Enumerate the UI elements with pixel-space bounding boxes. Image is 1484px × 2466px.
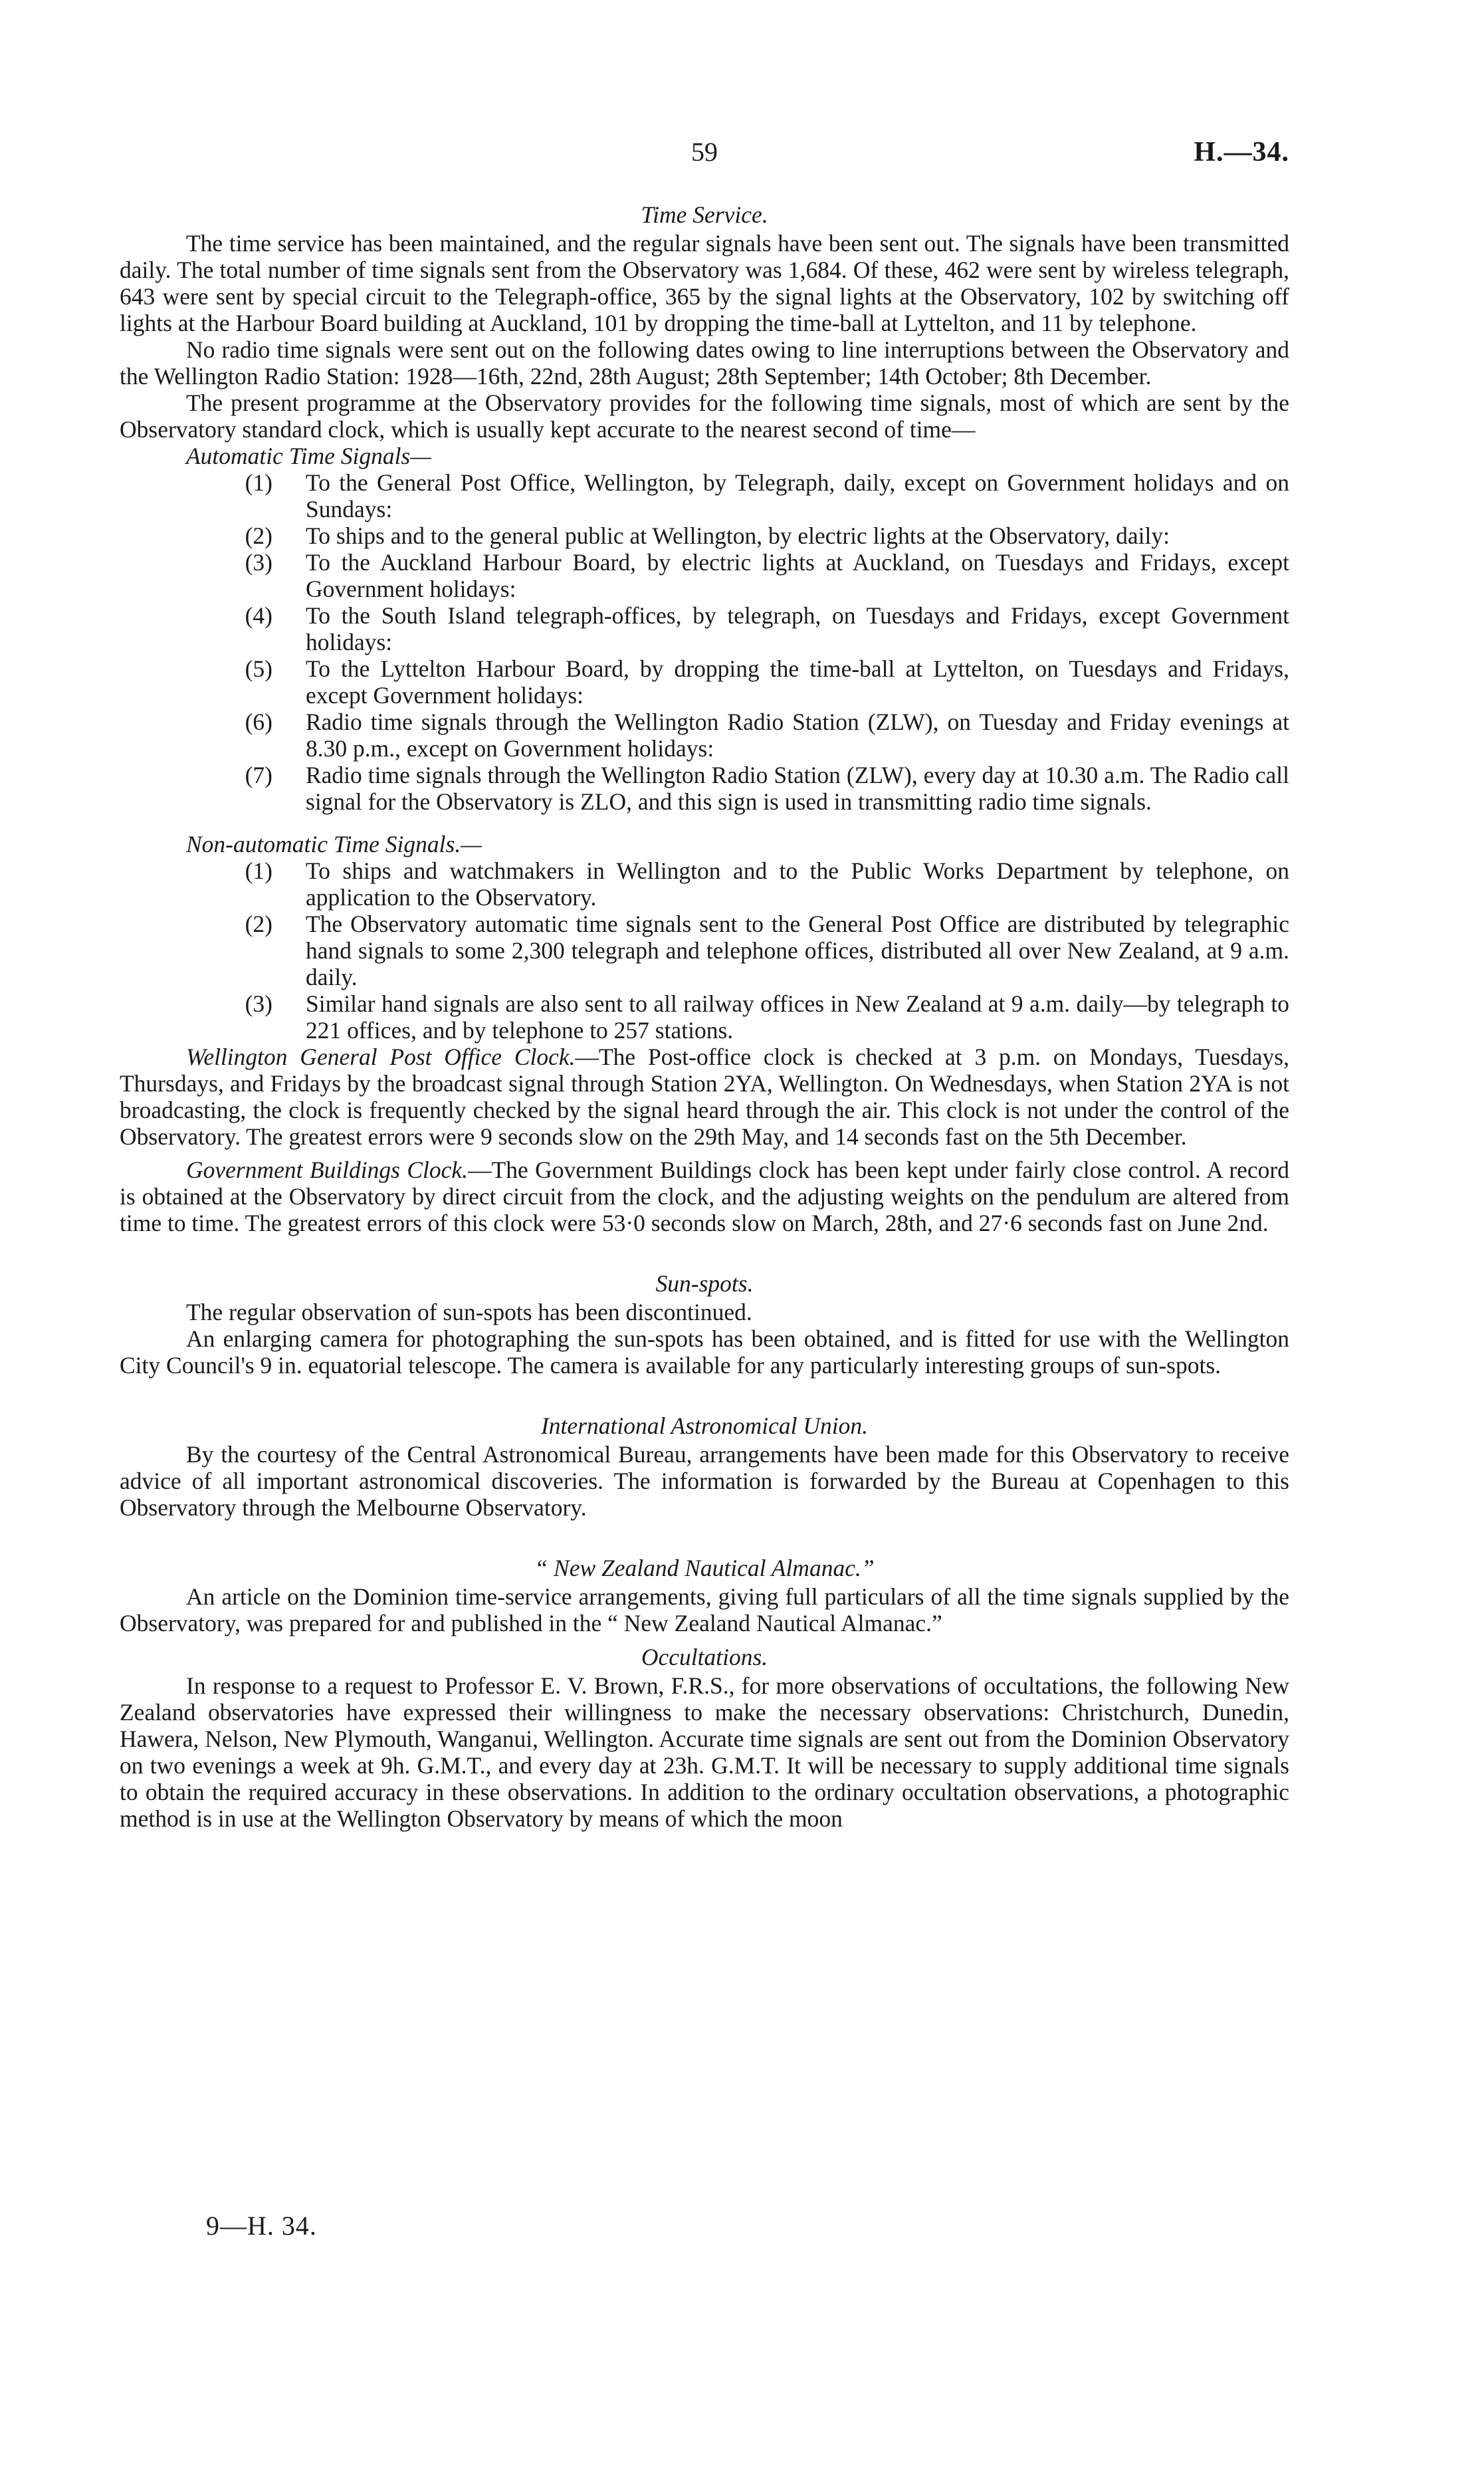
paragraph: The regular observation of sun-spots has been discontinued. (186, 1299, 752, 1325)
section-title-almanac: “ New Zealand Nautical Almanac.” (534, 1555, 875, 1581)
item-text: To the Lyttelton Harbour Board, by dropping the time-ball at Lyttelton, on Tuesdays and Fridays, except Government holidays: (306, 655, 1289, 709)
list-item (120, 655, 1289, 709)
item-number: (1) (245, 469, 272, 496)
item-text: To the Auckland Harbour Board, by electric lights at Auckland, on Tuesdays and Fridays, except Government holidays: (306, 549, 1289, 602)
item-text: To the General Post Office, Wellington, by Telegraph, daily, except on Government holidays and on Sundays: (306, 469, 1289, 522)
gov-clock-lead: Government Buildings Clock. (186, 1157, 469, 1183)
item-text: Similar hand signals are also sent to all railway offices in New Zealand at 9 a.m. daily—by telegraph to 221 offices, and by telephone to 257 stations. (306, 990, 1289, 1044)
paragraph: By the courtesy of the Central Astronomical Bureau, arrangements have been made for this Observatory to receive advice of all important astronomical discoveries. The information is forwarded by the Bureau at Copenhagen to this Observatory through the Melbourne Observatory. (120, 1441, 1289, 1521)
paragraph: The time service has been maintained, and the regular signals have been sent out. The signals have been transmitted daily. The total number of time signals sent from the Observatory was 1,684. Of these, 462 were sent by wireless telegraph, 643 were sent by special circuit to the Telegraph-office, 365 by the signal lights at the Observatory, 102 by switching off lights at the Harbour Board building at Auckland, 101 by dropping the time-ball at Lyttelton, and 11 by telephone. (120, 230, 1289, 336)
list-item (120, 990, 1289, 1044)
automatic-signals-heading: Automatic Time Signals— (186, 443, 431, 469)
item-text: The Observatory automatic time signals sent to the General Post Office are distributed by telegraphic hand signals to some 2,300 telegraph and telephone offices, distributed all over New Zealand, at 9 a.m. daily. (306, 911, 1289, 990)
item-text: Radio time signals through the Wellington Radio Station (ZLW), every day at 10.30 a.m. The Radio call signal for the Observatory is ZLO, and this sign is used in transmitting radio time signals. (306, 762, 1289, 815)
item-number: (4) (245, 602, 272, 629)
list-item (120, 762, 1289, 815)
document-reference: H.—34. (1194, 137, 1289, 168)
list-item (120, 602, 1289, 655)
list-item (120, 857, 1289, 911)
section-title-occultations: Occultations. (641, 1644, 768, 1670)
item-text: To ships and watchmakers in Wellington and to the Public Works Department by telephone, on application to the Observatory. (306, 857, 1289, 911)
page-content (120, 199, 1289, 1832)
paragraph: An article on the Dominion time-service arrangements, giving full particulars of all the time signals supplied by the Observatory, was prepared for and published in the “ New Zealand Nautical Almanac.” (120, 1583, 1289, 1636)
page-number: 59 (691, 137, 718, 167)
paragraph: An enlarging camera for photographing the sun-spots has been obtained, and is fitted for use with the Wellington City Council's 9 in. equatorial telescope. The camera is available for any particularly interesting groups of sun-spots. (120, 1325, 1289, 1379)
item-number: (3) (245, 990, 272, 1017)
paragraph: No radio time signals were sent out on the following dates owing to line interruptions between the Observatory and the Wellington Radio Station: 1928—16th, 22nd, 28th August; 28th September; 14th October; 8th December. (120, 336, 1289, 390)
item-number: (6) (245, 709, 272, 735)
item-number: (2) (245, 522, 272, 549)
page-footer-signature: 9—H. 34. (206, 2211, 317, 2241)
gov-clock-paragraph (120, 1157, 1289, 1236)
automatic-signals-list (120, 469, 1289, 815)
gpo-clock-lead: Wellington General Post Office Clock. (186, 1044, 576, 1070)
list-item (120, 469, 1289, 522)
gpo-clock-paragraph (120, 1044, 1289, 1150)
paragraph: In response to a request to Professor E. V. Brown, F.R.S., for more observations of occultations, the following New Zealand observatories have expressed their willingness to make the necessary observations: Christchurch, Dunedin, Hawera, Nelson, New Plymouth, Wanganui, Wellington. Accurate time signals are sent out from the Dominion Observatory on two evenings a week at 9h. G.M.T., and every day at 23h. G.M.T. It will be necessary to supply additional time signals to obtain the required accuracy in these observations. In addition to the ordinary occultation observations, a photographic method is in use at the Wellington Observatory by means of which the moon (120, 1672, 1289, 1832)
section-title-time-service: Time Service. (641, 201, 768, 228)
paragraph: The present programme at the Observatory provides for the following time signals, most of which are sent by the Observatory standard clock, which is usually kept accurate to the nearest second of time— (120, 390, 1289, 443)
list-item (120, 709, 1289, 762)
list-item (120, 549, 1289, 602)
item-number: (2) (245, 911, 272, 937)
item-number: (5) (245, 655, 272, 682)
item-text: Radio time signals through the Wellington Radio Station (ZLW), on Tuesday and Friday evenings at 8.30 p.m., except on Government holidays: (306, 709, 1289, 762)
item-number: (1) (245, 857, 272, 884)
list-item (120, 522, 1289, 549)
item-text: To ships and to the general public at Wellington, by electric lights at the Observatory, daily: (306, 522, 1170, 549)
item-text: To the South Island telegraph-offices, by telegraph, on Tuesdays and Fridays, except Government holidays: (306, 602, 1289, 655)
item-number: (3) (245, 549, 272, 576)
page-header (120, 136, 1289, 176)
non-automatic-signals-heading: Non-automatic Time Signals.— (186, 831, 482, 857)
section-title-iau: International Astronomical Union. (540, 1412, 869, 1439)
gpo-clock-text: —The Post-office clock is checked at 3 p.m. on Mondays, Tuesdays, Thursdays, and Fridays by the broadcast signal through Station 2YA, Wellington. On Wednesdays, when Station 2YA is not broadcasting, the clock is frequently checked by the signal heard through the air. This clock is not under the control of the Observatory. The greatest errors were 9 seconds slow on the 29th May, and 14 seconds fast on the 5th December. (120, 1044, 1289, 1150)
list-item (120, 911, 1289, 990)
item-number: (7) (245, 762, 272, 788)
section-title-sun-spots: Sun-spots. (655, 1270, 754, 1297)
gov-clock-text: —The Government Buildings clock has been kept under fairly close control. A record is obtained at the Observatory by direct circuit from the clock, and the adjusting weights on the pendulum are altered from time to time. The greatest errors of this clock were 53·0 seconds slow on March, 28th, and 27·6 seconds fast on June 2nd. (120, 1157, 1289, 1236)
non-automatic-signals-list (120, 857, 1289, 1044)
